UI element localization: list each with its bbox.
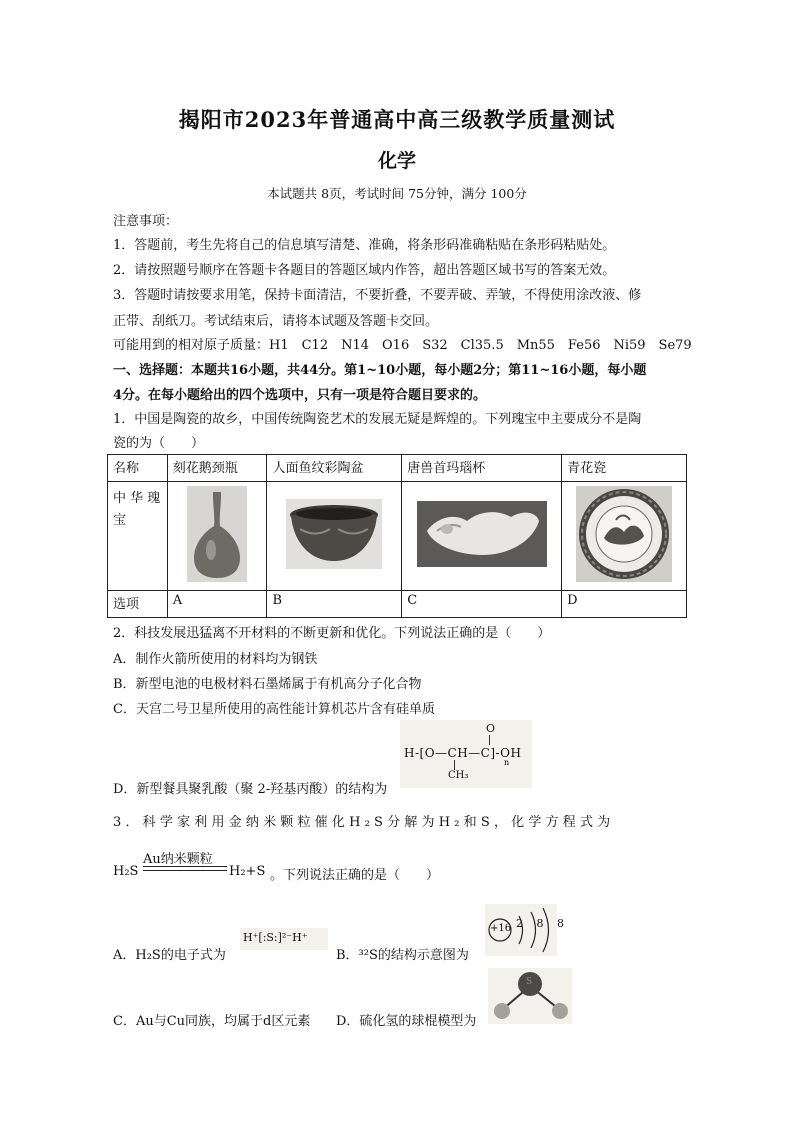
q3-stem: 3．科学家利用金纳米颗粒催化H₂S分解为H₂和S，化学方程式为 xyxy=(113,815,615,830)
relic-name-c: 唐兽首玛瑙杯 xyxy=(402,455,562,482)
section-heading-line1: 一、选择题：本题共16小题，共44分。第1~10小题，每小题2分；第11~16小题，每小题 xyxy=(113,363,647,378)
relic-image-d xyxy=(562,482,687,591)
methyl-group: CH₃ xyxy=(448,770,469,781)
relic-name-a: 刻花鹅颈瓶 xyxy=(167,455,267,482)
option-d: D xyxy=(562,591,687,618)
q2-option-d: D．新型餐具聚乳酸（聚 2-羟基丙酸）的结构为 xyxy=(113,782,388,797)
q2-stem: 2．科技发展迅猛离不开材料的不断更新和优化。下列说法正确的是（ ） xyxy=(113,626,551,641)
q2-option-a: A．制作火箭所使用的材料均为钢铁 xyxy=(113,652,318,667)
name-label: 名称 xyxy=(108,455,168,482)
q3-option-b: B．³²S的结构示意图为 xyxy=(336,948,469,963)
q1-stem-line2: 瓷的为（ ） xyxy=(113,436,205,451)
h2s-ball-stick-model xyxy=(488,968,572,1024)
double-bond-mark xyxy=(489,735,491,745)
note-item: 3．答题时请按要求用笔，保持卡面清洁，不要折叠，不要弄破、弄皱，不得使用涂改液、修 xyxy=(113,288,642,303)
notes-heading: 注意事项： xyxy=(113,214,179,229)
note-item: 正带、刮纸刀。考试结束后，请将本试题及答题卡交回。 xyxy=(113,314,439,329)
table-row xyxy=(108,455,687,482)
relic-name-b: 人面鱼纹彩陶盆 xyxy=(267,455,402,482)
blue-white-plate-image xyxy=(576,486,672,582)
goose-neck-vase-image xyxy=(187,486,247,582)
reaction-arrow xyxy=(143,866,227,871)
carbonyl-oxygen: O xyxy=(486,722,496,735)
relic-image-a xyxy=(167,482,267,591)
q1-stem-line1: 1．中国是陶瓷的故乡，中国传统陶瓷艺术的发展无疑是辉煌的。下列瑰宝中主要成分不是陶 xyxy=(113,412,642,427)
option-a: A xyxy=(167,591,267,618)
option-c: C xyxy=(402,591,562,618)
table-row xyxy=(108,482,687,591)
q3-option-d: D．硫化氢的球棍模型为 xyxy=(336,1014,477,1029)
section-heading-line2: 4分。在每小题给出的四个选项中，只有一项是符合题目要求的。 xyxy=(113,388,487,403)
shell-electrons: 2 8 8 xyxy=(516,917,569,930)
relic-name-d: 青花瓷 xyxy=(562,455,687,482)
methyl-bond xyxy=(454,760,456,770)
relics-table xyxy=(107,454,687,618)
sulfur-structure-diagram xyxy=(485,904,569,956)
sulfur-atom-label: S xyxy=(526,977,533,987)
agate-cup-image xyxy=(417,501,547,567)
q2-option-b: B．新型电池的电极材料石墨烯属于有机高分子化合物 xyxy=(113,677,422,692)
q3-option-c: C．Au与Cu同族，均属于d区元素 xyxy=(113,1014,311,1029)
exam-title: 揭阳市2023年普通高中高三级教学质量测试 xyxy=(178,107,616,132)
relic-image-c xyxy=(402,482,562,591)
q3-eq-right: H₂+S xyxy=(229,864,266,879)
option-label: 选项 xyxy=(108,591,168,618)
exam-info: 本试题共 8页，考试时间 75分钟，满分 100分 xyxy=(267,186,527,201)
q3-catalyst: Au纳米颗粒 xyxy=(143,852,213,867)
nucleus-charge: +16 xyxy=(490,923,512,934)
h2s-electron-formula xyxy=(240,928,328,950)
subject-title: 化学 xyxy=(377,150,416,172)
note-item: 1．答题前，考生先将自己的信息填写清楚、准确，将条形码准确粘贴在条形码粘贴处。 xyxy=(113,238,616,253)
q2-option-c: C．天宫二号卫星所使用的高性能计算机芯片含有硅单质 xyxy=(113,702,435,717)
treasure-label: 中 华 瑰 宝 xyxy=(108,482,168,591)
atomic-masses: 可能用到的相对原子质量：H1 C12 N14 O16 S32 Cl35.5 Mn55 Fe56 Ni59 Se79 xyxy=(113,338,692,353)
polylactic-acid-structure xyxy=(400,720,532,788)
option-b: B xyxy=(267,591,402,618)
q3-option-a: A．H₂S的电子式为 xyxy=(113,948,226,963)
electron-formula-text: H⁺[:S:]²⁻H⁺ xyxy=(243,931,308,944)
relic-image-b xyxy=(267,482,402,591)
repeat-count: n xyxy=(504,758,510,767)
painted-pottery-basin-image xyxy=(286,499,382,569)
table-row xyxy=(108,591,687,618)
polymer-backbone: H-[O—CH—C]-OH xyxy=(404,746,522,760)
q3-eq-tail: 。下列说法正确的是（ ） xyxy=(270,868,440,883)
note-item: 2．请按照题号顺序在答题卡各题目的答题区域内作答，超出答题区域书写的答案无效。 xyxy=(113,263,616,278)
q3-eq-left: H₂S xyxy=(113,864,139,879)
